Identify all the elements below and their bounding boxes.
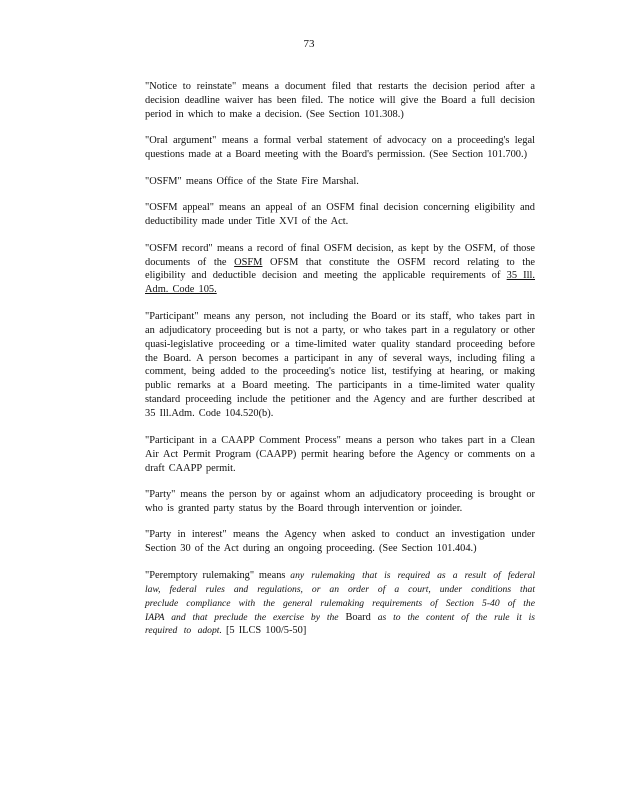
definition-term: "Party in interest" xyxy=(145,529,227,541)
definition-term: "Peremptory rulemaking" xyxy=(145,569,255,581)
definition-body: means Office of the State Fire Marshal. xyxy=(181,175,359,187)
definition-term: "Participant" xyxy=(145,310,199,322)
definitions-section xyxy=(145,80,535,638)
definition-body: means a person who takes part in a Clean Air Act Permit Program (CAAPP) permit hearing before the Agency or comments on a draft CAAPP permit. xyxy=(145,434,535,474)
definition-term: "Party" xyxy=(145,489,176,500)
definition-body: means an appeal of an OSFM final decision concerning eligibility and deductibility made under Title XVI of the Act. xyxy=(145,202,535,228)
definition-body: means the Agency when asked to conduct an investigation under Section 30 of the Act during an ongoing proceeding. (See Section 101.404.) xyxy=(145,529,535,555)
definition-body: means the person by or against whom an adjudicatory proceeding is brought or who is granted party status by the Board through intervention or joinder. xyxy=(145,489,535,514)
definition-term: "OSFM appeal" xyxy=(145,202,214,214)
statutory-quote: any rulemaking that is required as a result of federal law, federal rules and regulations, or an order of a court, under conditions that preclude compliance with the general rulemaking requirements of Section 5-40 of the IAPA and that preclude the exercise by the xyxy=(145,569,535,623)
definition-term: "Notice to reinstate" xyxy=(145,81,237,92)
definition-body: means any person, not including the Board or its staff, who takes part in an adjudicatory proceeding but is not a party, or who takes part in a regulatory or other quasi-legislative proceeding or a time-limited water quality standard proceeding before the Board. A person becomes a participant in any of several ways, including filing a comment, being added to the proceeding's notice list, testifying at hearing, or making public remarks at a Board meeting. The participants in a time-limited water quality standard proceeding include the petitioner and the Agency and are further described at 35 Ill.Adm. Code 104.520(b). xyxy=(145,310,535,420)
definition-participant-caapp xyxy=(145,434,535,476)
definition-notice-to-reinstate xyxy=(145,80,535,122)
definition-body: Board xyxy=(345,611,371,623)
underlined-insertion: OSFM xyxy=(234,256,263,268)
definition-body: means xyxy=(254,569,291,581)
definition-body: OFSM that constitute the OSFM record relating to the eligibility and deductible decision and meeting the applicable requirements of xyxy=(145,256,535,282)
definition-party-in-interest xyxy=(145,528,535,556)
definition-term: "Participant in a CAAPP Comment Process" xyxy=(145,434,341,446)
statutory-quote: as to the content of the rule it is required to adopt. xyxy=(145,611,536,637)
definition-party xyxy=(145,488,535,516)
definition-oral-argument xyxy=(145,134,535,162)
definition-body: means a record of final OSFM decision, as kept by the OSFM, of those documents of the xyxy=(145,242,535,268)
definition-term: "OSFM record" xyxy=(145,242,213,254)
definition-term: "Oral argument" xyxy=(145,135,217,147)
definition-peremptory-rulemaking xyxy=(145,569,535,639)
definition-term: "OSFM" xyxy=(145,175,182,187)
definition-osfm-appeal xyxy=(145,201,535,229)
definition-osfm xyxy=(145,175,535,189)
definition-participant xyxy=(145,310,535,421)
definition-body: means a formal verbal statement of advocacy on a proceeding's legal questions made at a Board meeting with the Board's permission. (See Section 101.700.) xyxy=(145,135,535,161)
definition-body: means a document filed that restarts the decision period after a decision deadline waiver has been filed. The notice will give the Board a full decision period in which to make a decision. (See Section 101.308.) xyxy=(145,81,536,120)
definition-osfm-record xyxy=(145,242,535,298)
page-number: 73 xyxy=(303,38,315,50)
statute-citation: [5 ILCS 100/5-50] xyxy=(221,625,307,637)
underlined-citation: 35 Ill. Adm. Code 105. xyxy=(145,270,536,296)
